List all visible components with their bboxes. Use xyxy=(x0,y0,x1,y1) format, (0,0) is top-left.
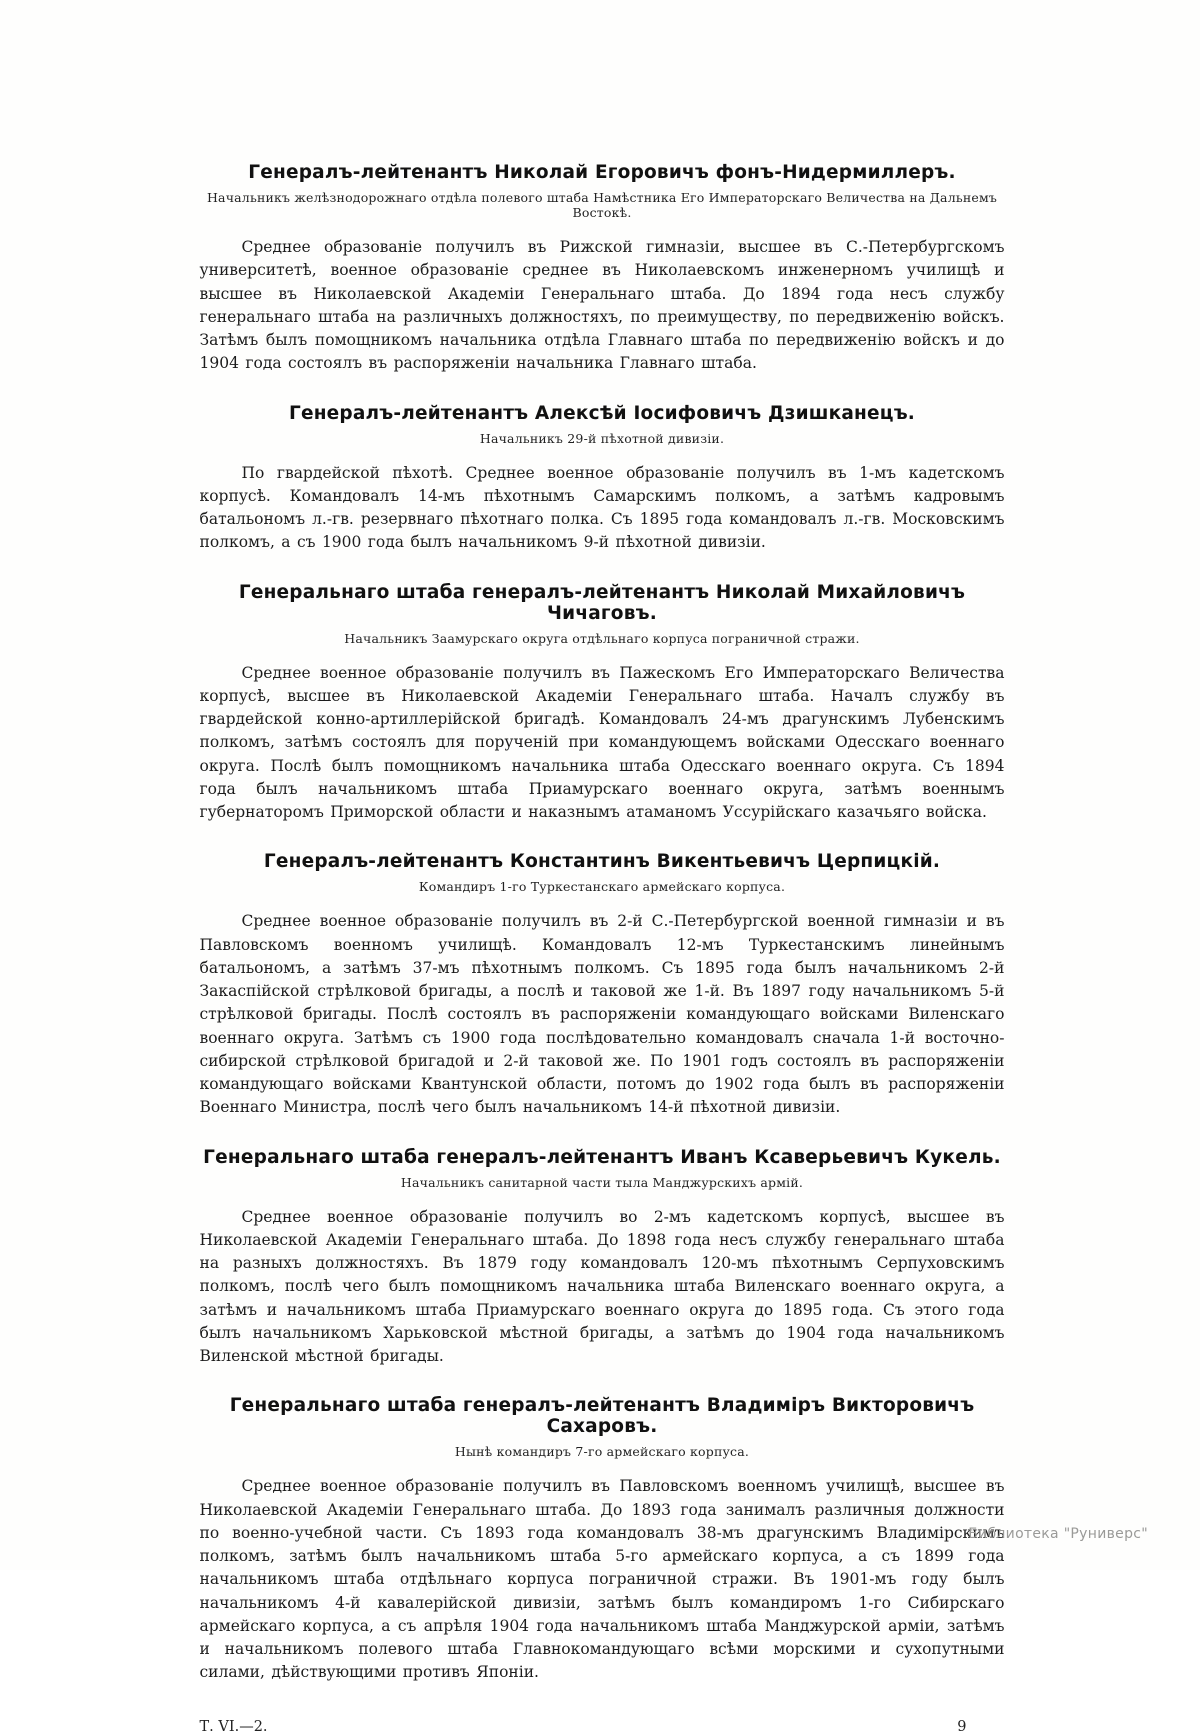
entry-body: Среднее образованіе получилъ въ Рижской гимназіи, высшее въ С.-Петербургскомъ университетѣ, военное образованіе среднее въ Николаевскомъ инженерномъ училищѣ и высшее въ Николаевской Академіи Генеральнаго штаба. До 1894 года несъ службу генеральнаго штаба на различныхъ должностяхъ, по преимуществу, по передвиженію войскъ. Затѣмъ былъ помощникомъ начальника отдѣла Главнаго штаба по передвиженію войскъ и до 1904 года состоялъ въ распоряженіи начальника Главнаго штаба. xyxy=(199,238,1005,373)
entry-title: Генералъ-лейтенантъ Николай Егоровичъ фонъ-Нидермиллеръ. xyxy=(248,162,956,183)
entry-body: По гвардейской пѣхотѣ. Среднее военное образованіе получилъ въ 1-мъ кадетскомъ корпусѣ. Командовалъ 14-мъ пѣхотнымъ Самарскимъ полкомъ, а затѣмъ кадровымъ батальономъ л.-гв. резервнаго пѣхотнаго полка. Съ 1895 года командовалъ л.-гв. Московскимъ полкомъ, а съ 1900 года былъ начальникомъ 9-й пѣхотной дивизіи. xyxy=(199,463,1005,552)
entry-subtitle: Начальникъ желѣзнодорожнаго отдѣла полевого штаба Намѣстника Его Императорскаго Величества на Дальнемъ Востокѣ. xyxy=(206,190,998,220)
biography-entry xyxy=(200,403,1005,555)
entry-subtitle: Нынѣ командиръ 7-го армейскаго корпуса. xyxy=(454,1444,750,1460)
entry-title: Генералъ-лейтенантъ Константинъ Викентьевичъ Церпицкій. xyxy=(263,851,941,873)
biography-entry xyxy=(200,851,1005,1119)
entry-body: Среднее военное образованіе получилъ въ Павловскомъ военномъ училищѣ, высшее въ Николаевской Академіи Генеральнаго штаба. До 1893 года занималъ различныя должности по военно-учебной части. Съ 1893 года командовалъ 38-мъ драгунскимъ Владимірскимъ полкомъ, затѣмъ былъ начальникомъ штаба 5-го армейскаго корпуса, а съ 1899 года начальникомъ штаба отдѣльнаго корпуса пограничной стражи. Въ 1901-мъ году былъ начальникомъ 4-й кавалерійской дивизіи, затѣмъ былъ командиромъ 1-го Сибирскаго армейскаго корпуса, а съ апрѣля 1904 года начальникомъ штаба Манджурской арміи, затѣмъ и начальникомъ полевого штаба Главнокомандующаго всѣми морскими и сухопутными силами, дѣйствующими противъ Японіи. xyxy=(199,1477,1005,1682)
entry-subtitle: Начальникъ Заамурскаго округа отдѣльнаго корпуса пограничной стражи. xyxy=(344,630,860,646)
entry-subtitle: Начальникъ санитарной части тыла Манджурскихъ армій. xyxy=(400,1174,804,1190)
entry-body: Среднее военное образованіе получилъ во 2-мъ кадетскомъ корпусѣ, высшее въ Николаевской Академіи Генеральнаго штаба. До 1898 года несъ службу генеральнаго штаба на разныхъ должностяхъ. Въ 1879 году командовалъ 120-мъ пѣхотнымъ Серпуховскимъ полкомъ, послѣ чего былъ помощникомъ начальника штаба Виленскаго военнаго округа, а затѣмъ и начальникомъ штаба Приамурскаго военнаго округа до 1895 года. Съ этого года былъ начальникомъ Харьковской мѣстной бригады, а затѣмъ до 1904 года начальникомъ Виленской мѣстной бригады. xyxy=(199,1207,1005,1365)
biography-entry xyxy=(200,582,1005,825)
biography-entry xyxy=(200,162,1005,376)
entry-title: Генеральнаго штаба генералъ-лейтенантъ Николай Михайловичъ Чичаговъ. xyxy=(238,581,966,624)
biography-entry xyxy=(200,1395,1005,1684)
entry-title: Генеральнаго штаба генералъ-лейтенантъ Владиміръ Викторовичъ Сахаровъ. xyxy=(229,1395,975,1438)
entry-title: Генеральнаго штаба генералъ-лейтенантъ Иванъ Ксаверьевичъ Кукель. xyxy=(203,1146,1001,1168)
entry-subtitle: Командиръ 1-го Туркестанскаго армейскаго корпуса. xyxy=(418,879,786,895)
entry-body: Среднее военное образованіе получилъ въ Пажескомъ Его Императорскаго Величества корпусѣ, высшее въ Николаевской Академіи Генеральнаго штаба. Началъ службу въ гвардейской конно-артиллерійской бригадѣ. Командовалъ 24-мъ драгунскимъ Лубенскимъ полкомъ, затѣмъ состоялъ для порученій при командующемъ войсками Одесскаго военнаго округа. Послѣ былъ помощникомъ начальника штаба Одесскаго военнаго округа. Съ 1894 года былъ начальникомъ штаба Приамурскаго военнаго округа, затѣмъ военнымъ губернаторомъ Приморской области и наказнымъ атаманомъ Уссурійскаго казачьяго войска. xyxy=(199,663,1005,821)
biography-entry xyxy=(200,1147,1005,1369)
entry-body: Среднее военное образованіе получилъ въ 2-й С.-Петербургской военной гимназіи и въ Павловскомъ военномъ училищѣ. Командовалъ 12-мъ Туркестанскимъ линейнымъ батальономъ, а затѣмъ 37-мъ пѣхотнымъ полкомъ. Съ 1895 года былъ начальникомъ 2-й Закаспійской стрѣлковой бригады, а послѣ и таковой же 1-й. Въ 1897 году начальникомъ 5-й стрѣлковой бригады. Послѣ состоялъ въ распоряженіи командующаго войсками Виленскаго военнаго округа. Затѣмъ съ 1900 года послѣдовательно командовалъ сначала 1-й восточно-сибирской стрѣлковой бригадой и 2-й таковой же. По 1901 годъ состоялъ въ распоряженіи командующаго войсками Квантунской области, потомъ до 1902 года былъ въ распоряженіи Военнаго Министра, послѣ чего былъ начальникомъ 14-й пѣхотной дивизіи. xyxy=(199,912,1005,1117)
page-number: 9 xyxy=(957,1718,967,1735)
page-content xyxy=(200,0,1005,1735)
library-watermark: Библиотека "Руниверс" xyxy=(968,1526,1148,1542)
entry-subtitle: Начальникъ 29-й пѣхотной дивизіи. xyxy=(479,430,725,446)
volume-signature: Т. VI.—2. xyxy=(199,1718,268,1735)
page-footer xyxy=(200,1719,1005,1735)
entry-title: Генералъ-лейтенантъ Алексѣй Іосифовичъ Дзишканецъ. xyxy=(288,402,916,424)
